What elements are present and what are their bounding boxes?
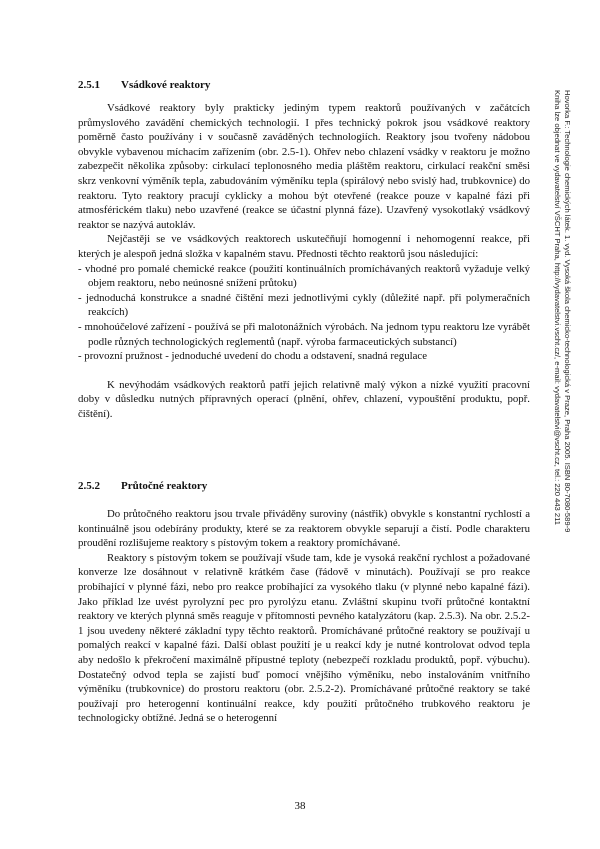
page-number: 38 [294, 800, 306, 812]
paragraph: Vsádkové reaktory byly prakticky jediným typem reaktorů používaných v začátcích průmyslového zavádění chemických technologií. I přes technický pokrok jsou vsádkové reaktory poměrně často používány i v současně zaváděných technologiích. Reaktory jsou tvořeny nádobou obvykle vybavenou míchacím zařízením (obr. 2.5-1). Ohřev nebo chlazení vsádky v reaktoru je možno zabezpečit několika způsoby: cirkulací teplonosného media pláštěm reaktoru, cirkulací reakční směsi skrz venkovní výměník tepla, zabudováním výměníku tepla (spirálový nebo svislý had, trubkovnice) do reaktoru. Tyto reaktory pracují cyklicky a mohou být otevřené (reakce pouze v kapalné fázi při atmosférickém tlaku) nebo uzavřené (reakce se účastní plynná fáze). Uzavřený vysokotlaký vsádkový reaktor se nazývá autokláv. [78, 102, 530, 231]
list-item: - mnohoúčelové zařízení - používá se při malotonážních výrobách. Na jednom typu reaktoru lze vyrábět podle různých technologických reglementů (např. výroba farmaceutických substancí) [78, 320, 530, 348]
list-item: - jednoduchá konstrukce a snadné čištění mezi jednotlivými cykly (důležité např. při polymeračních reakcích) [78, 291, 530, 319]
paragraph: Do průtočného reaktoru jsou trvale přiváděny suroviny (nástřik) obvykle s konstantní rychlostí a kontinuálně jsou odebírány produkty, které se za reaktorem obvykle separují a čistí. Podle charakteru proudění rozlišujeme reaktory s pístovým tokem a reaktory promíchávané. [78, 508, 530, 550]
section-heading-2-5-1 [78, 79, 210, 91]
section-number: 2.5.2 [78, 480, 100, 492]
section-title: Průtočné reaktory [121, 480, 208, 492]
section-number: 2.5.1 [78, 79, 100, 91]
paragraph: Reaktory s pístovým tokem se používají všude tam, kde je vysoká reakční rychlost a požadované konverze lze dosáhnout v relativně krátkém čase (řádově v minutách). Používají se pro reakce probíhající v plynné fázi, nebo pro reakce probíhající za vysokého tlaku (v plynné nebo kapalné fázi). Jako příklad lze uvést pyrolyzní pec pro pyrolýzu etanu. Zvláštní skupinu tvoří průtočné kontaktní reaktory ve kterých plynná směs reaguje v přítomnosti pevného katalyzátoru (kap. 2.5.3). Na obr. 2.5.2-1 jsou uvedeny některé základní typy těchto reaktorů. Promíchávané průtočné reaktory se používají u pomalých reakcí v kapalné fázi. Další oblast použití je u reakcí kdy je nutné kontrolovat odvod tepla aby nedošlo k překročení maximálně přípustné teploty (nebezpečí rozkladu produktů, popř. výbuchu). Dostatečný odvod tepla se zajistí buď pomocí vnějšího výměníku, nebo instalováním vnitřního výměníku (trubkovnice) do prostoru reaktoru (obr. 2.5.2-2). Promíchávané průtočné reaktory se také používají pro heterogenní kontinuální reakce, kdy použití průtočného trubkového reaktoru je technologicky obtížné. Jedná se o heterogenní [78, 551, 530, 725]
side-citation-note [550, 90, 572, 650]
paragraph: Nejčastěji se ve vsádkových reaktorech uskutečňují homogenní i nehomogenní reakce, při kterých je alespoň jedná složka v kapalném stavu. Přednosti těchto reaktorů jsou následující: [78, 233, 530, 260]
paragraph: K nevýhodám vsádkových reaktorů patří jejich relativně malý výkon a nízké využití pracovní doby v důsledku nutných přípravných operací (plnění, ohřev, chlazení, vypouštění produktu, popř. čištění). [78, 378, 530, 420]
section-body-2-5-1 [78, 101, 530, 421]
citation-line: Kniha lze objednat ve vydavatelství VŠCHT Praha, http://vydavatelstvi.vscht.cz/, e-mail: vydavatelstvi@vscht.cz, tel.: 220 443 211 [552, 90, 562, 525]
list-item: - vhodné pro pomalé chemické reakce (použití kontinuálních promíchávaných reaktorů vyžaduje velký objem reaktoru, nebo neúnosné snížení průtoku) [78, 262, 530, 290]
section-title: Vsádkové reaktory [121, 79, 211, 91]
section-heading-2-5-2 [78, 480, 207, 492]
list-item: - provozní pružnost - jednoduché uvedení do chodu a odstavení, snadná regulace [78, 350, 427, 363]
citation-line: Hovorka F.: Technologie chemických látek. 1. vyd. Vysoká škola chemicko-technologická v Praze, Praha 2005. ISBN 80-7080-589-9 [563, 90, 572, 533]
section-body-2-5-2 [78, 507, 530, 726]
